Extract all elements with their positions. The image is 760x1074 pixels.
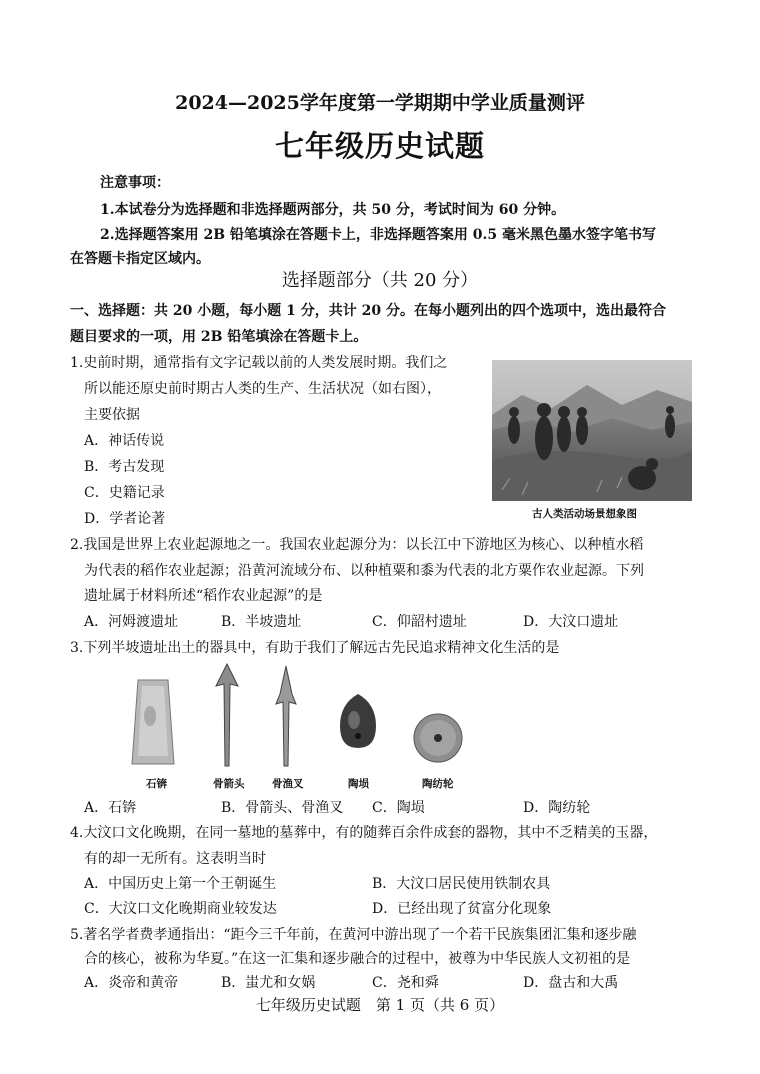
prehistoric-scene-image xyxy=(492,360,692,501)
q2-stem-line-3: 遗址属于材料所述“稻作农业起源”的是 xyxy=(84,588,323,604)
page-footer: 七年级历史试题 第 1 页（共 6 页） xyxy=(255,996,505,1014)
section-instruction-line-2: 题目要求的一项，用 2B 铅笔填涂在答题卡上。 xyxy=(70,329,368,345)
exam-title: 七年级历史试题 xyxy=(274,129,485,163)
section-instruction-line-1: 一、选择题：共 20 小题，每小题 1 分，共计 20 分。在每小题列出的四个选项中，选出最符合 xyxy=(70,303,666,319)
pottery-xun-image xyxy=(336,692,380,750)
q2-option-a: A．河姆渡遗址 xyxy=(84,614,179,630)
q3-label-stone-adze: 石锛 xyxy=(146,778,167,790)
q5-option-b: B．蚩尤和女娲 xyxy=(221,975,316,991)
q4-stem-line-2: 有的却一无所有。这表明当时 xyxy=(84,851,266,867)
q2-option-b: B．半坡遗址 xyxy=(221,614,302,630)
q5-stem-line-1: 5.著名学者费孝通指出：“距今三千年前，在黄河中游出现了一个若干民族集团汇集和逐步融 xyxy=(70,927,637,943)
q4-option-a: A．中国历史上第一个王朝诞生 xyxy=(84,876,277,892)
q1-stem-line-3: 主要依据 xyxy=(84,407,140,423)
q3-option-c: C．陶埙 xyxy=(372,800,425,816)
q3-label-bone-harpoon: 骨渔叉 xyxy=(272,778,304,790)
q1-option-b: B．考古发现 xyxy=(84,459,165,475)
notice-label: 注意事项： xyxy=(100,175,170,191)
q2-option-d: D．大汶口遗址 xyxy=(523,614,619,630)
q3-option-a: A．石锛 xyxy=(84,800,137,816)
q3-label-pottery-xun: 陶埙 xyxy=(348,778,369,790)
q1-stem-line-1: 1.史前时期，通常指有文字记载以前的人类发展时期。我们之 xyxy=(70,355,448,371)
q5-stem-line-2: 合的核心，被称为华夏。”在这一汇集和逐步融合的过程中，被尊为中华民族人文初祖的是 xyxy=(84,951,631,967)
q4-stem-line-1: 4.大汶口文化晚期，在同一墓地的墓葬中，有的随葬百余件成套的器物，其中不乏精美的玉器， xyxy=(70,825,658,841)
q1-option-d: D．学者论著 xyxy=(84,511,166,527)
q1-stem-line-2: 所以能还原史前时期古人类的生产、生活状况（如右图）， xyxy=(84,381,441,397)
q1-image-caption: 古人类活动场景想象图 xyxy=(532,508,637,520)
q2-stem-line-1: 2.我国是世界上农业起源地之一。我国农业起源分为：以长江中下游地区为核心、以种植水稻 xyxy=(70,537,644,553)
q3-option-b: B．骨箭头、骨渔叉 xyxy=(221,800,344,816)
q2-option-c: C．仰韶村遗址 xyxy=(372,614,467,630)
bone-harpoon-image xyxy=(272,664,300,768)
section-title: 选择题部分（共 20 分） xyxy=(281,270,479,291)
term-title: 2024—2025学年度第一学期期中学业质量测评 xyxy=(175,92,585,114)
notice-item-2-line-2: 在答题卡指定区域内。 xyxy=(70,251,210,267)
q1-option-c: C．史籍记录 xyxy=(84,485,165,501)
q5-option-a: A．炎帝和黄帝 xyxy=(84,975,179,991)
notice-item-1: 1.本试卷分为选择题和非选择题两部分，共 50 分，考试时间为 60 分钟。 xyxy=(100,202,566,218)
q3-stem-line-1: 3.下列半坡遗址出土的器具中，有助于我们了解远古先民追求精神文化生活的是 xyxy=(70,640,560,656)
pottery-spindle-whorl-image xyxy=(412,712,464,764)
q3-label-spindle-whorl: 陶纺轮 xyxy=(422,778,454,790)
notice-item-2-line-1: 2.选择题答案用 2B 铅笔填涂在答题卡上，非选择题答案用 0.5 毫米黑色墨水签字笔书写 xyxy=(100,227,657,243)
q5-option-d: D．盘古和大禹 xyxy=(523,975,619,991)
q4-option-c: C．大汶口文化晚期商业较发达 xyxy=(84,901,277,917)
q4-option-b: B．大汶口居民使用铁制农具 xyxy=(372,876,551,892)
q5-option-c: C．尧和舜 xyxy=(372,975,439,991)
q4-option-d: D．已经出现了贫富分化现象 xyxy=(372,901,552,917)
bone-arrowhead-image xyxy=(212,662,242,768)
q3-option-d: D．陶纺轮 xyxy=(523,800,591,816)
q1-option-a: A．神话传说 xyxy=(84,433,165,449)
stone-adze-image xyxy=(128,676,178,768)
q3-label-bone-arrowhead: 骨箭头 xyxy=(213,778,245,790)
q2-stem-line-2: 为代表的稻作农业起源；沿黄河流域分布、以种植粟和黍为代表的北方粟作农业起源。下列 xyxy=(84,563,644,579)
